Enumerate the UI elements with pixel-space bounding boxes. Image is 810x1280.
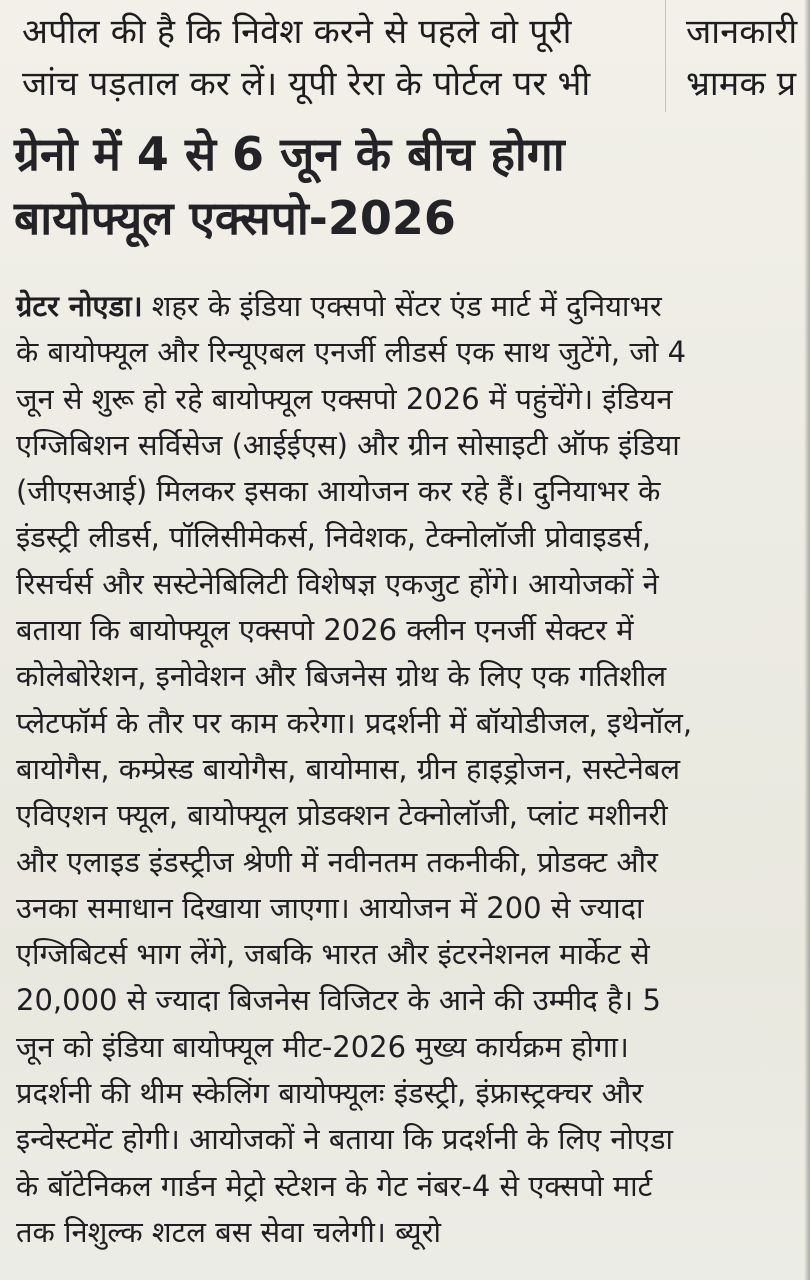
article-line-3: जून से शुरू हो रहे बायोफ्यूल एक्सपो 2026 में पहुंचेंगे। इंडियन: [16, 381, 673, 416]
article-line-7: रिसर्चर्स और सस्टेनेबिलिटी विशेषज्ञ एकजुट होंगे। आयोजकों ने: [16, 566, 659, 601]
article-line-18: प्रदर्शनी की थीम स्केलिंग बायोफ्यूलः इंडस्ट्री, इंफ्रास्ट्रक्चर और: [16, 1076, 644, 1111]
article-line-13: और एलाइड इंडस्ट्रीज श्रेणी में नवीनतम तकनीकी, प्रोडक्ट और: [16, 844, 658, 879]
article-line-2: के बायोफ्यूल और रिन्यूएबल एनर्जी लीडर्स एक साथ जुटेंगे, जो 4: [16, 335, 687, 370]
article-line-19: इन्वेस्टमेंट होगी। आयोजकों ने बताया कि प्रदर्शनी के लिए नोएडा: [16, 1122, 674, 1157]
article-line-15: एग्जिबिटर्स भाग लेंगे, जबकि भारत और इंटरनेशनल मार्केट से: [16, 937, 650, 972]
article-body: [16, 283, 801, 1255]
article-line-14: उनका समाधान दिखाया जाएगा। आयोजन में 200 से ज्यादा: [16, 890, 644, 925]
adjacent-column-line-1: जानकारी: [686, 12, 798, 52]
adjacent-column-fragment: [686, 6, 810, 110]
article-line-12: एविएशन फ्यूल, बायोफ्यूल प्रोडक्शन टेक्नोलॉजी, प्लांट मशीनरी: [16, 798, 668, 833]
article-line-17: जून को इंडिया बायोफ्यूल मीट-2026 मुख्य कार्यक्रम होगा।: [16, 1029, 629, 1064]
previous-article-line-2: जांच पड़ताल कर लें। यूपी रेरा के पोर्टल पर भी: [22, 64, 591, 104]
article-line-8: बताया कि बायोफ्यूल एक्सपो 2026 क्लीन एनर्जी सेक्टर में: [16, 613, 634, 648]
article-line-5: (जीएसआई) मिलकर इसका आयोजन कर रहे हैं। दुनियाभर के: [16, 474, 661, 509]
article-dateline: ग्रेटर नोएडा।: [16, 289, 143, 323]
article-line-21: तक निशुल्क शटल बस सेवा चलेगी। ब्यूरो: [16, 1214, 442, 1249]
previous-article-fragment: [22, 6, 662, 110]
page-edge-shadow: [804, 0, 810, 1280]
column-divider: [665, 0, 666, 112]
article-line-9: कोलेबोरेशन, इनोवेशन और बिजनेस ग्रोथ के लिए एक गतिशील: [16, 659, 667, 694]
article-line-20: के बॉटेनिकल गार्डन मेट्रो स्टेशन के गेट नंबर-4 से एक्सपो मार्ट: [16, 1168, 653, 1203]
article-line-16: 20,000 से ज्यादा बिजनेस विजिटर के आने की उम्मीद है। 5: [16, 983, 661, 1018]
headline-line-2: बायोफ्यूल एक्सपो-2026: [14, 191, 456, 245]
article-line-11: बायोगैस, कम्प्रेस्ड बायोगैस, बायोमास, ग्रीन हाइड्रोजन, सस्टेनेबल: [16, 751, 681, 786]
adjacent-column-line-2: भ्रामक प्र: [686, 64, 797, 104]
previous-article-line-1: अपील की है कि निवेश करने से पहले वो पूरी: [22, 12, 572, 52]
article-line-1-text: शहर के इंडिया एक्सपो सेंटर एंड मार्ट में दुनियाभर: [142, 289, 662, 323]
headline-line-1: ग्रेनो में 4 से 6 जून के बीच होगा: [14, 127, 565, 181]
article-headline: [14, 122, 804, 250]
article-line-6: इंडस्ट्री लीडर्स, पॉलिसीमेकर्स, निवेशक, टेक्नोलॉजी प्रोवाइडर्स,: [16, 520, 651, 555]
article-line-1: [16, 283, 801, 329]
article-line-4: एग्जिबिशन सर्विसेज (आईईएस) और ग्रीन सोसाइटी ऑफ इंडिया: [16, 427, 680, 462]
article-line-10: प्लेटफॉर्म के तौर पर काम करेगा। प्रदर्शनी में बॉयोडीजल, इथेनॉल,: [16, 705, 693, 740]
